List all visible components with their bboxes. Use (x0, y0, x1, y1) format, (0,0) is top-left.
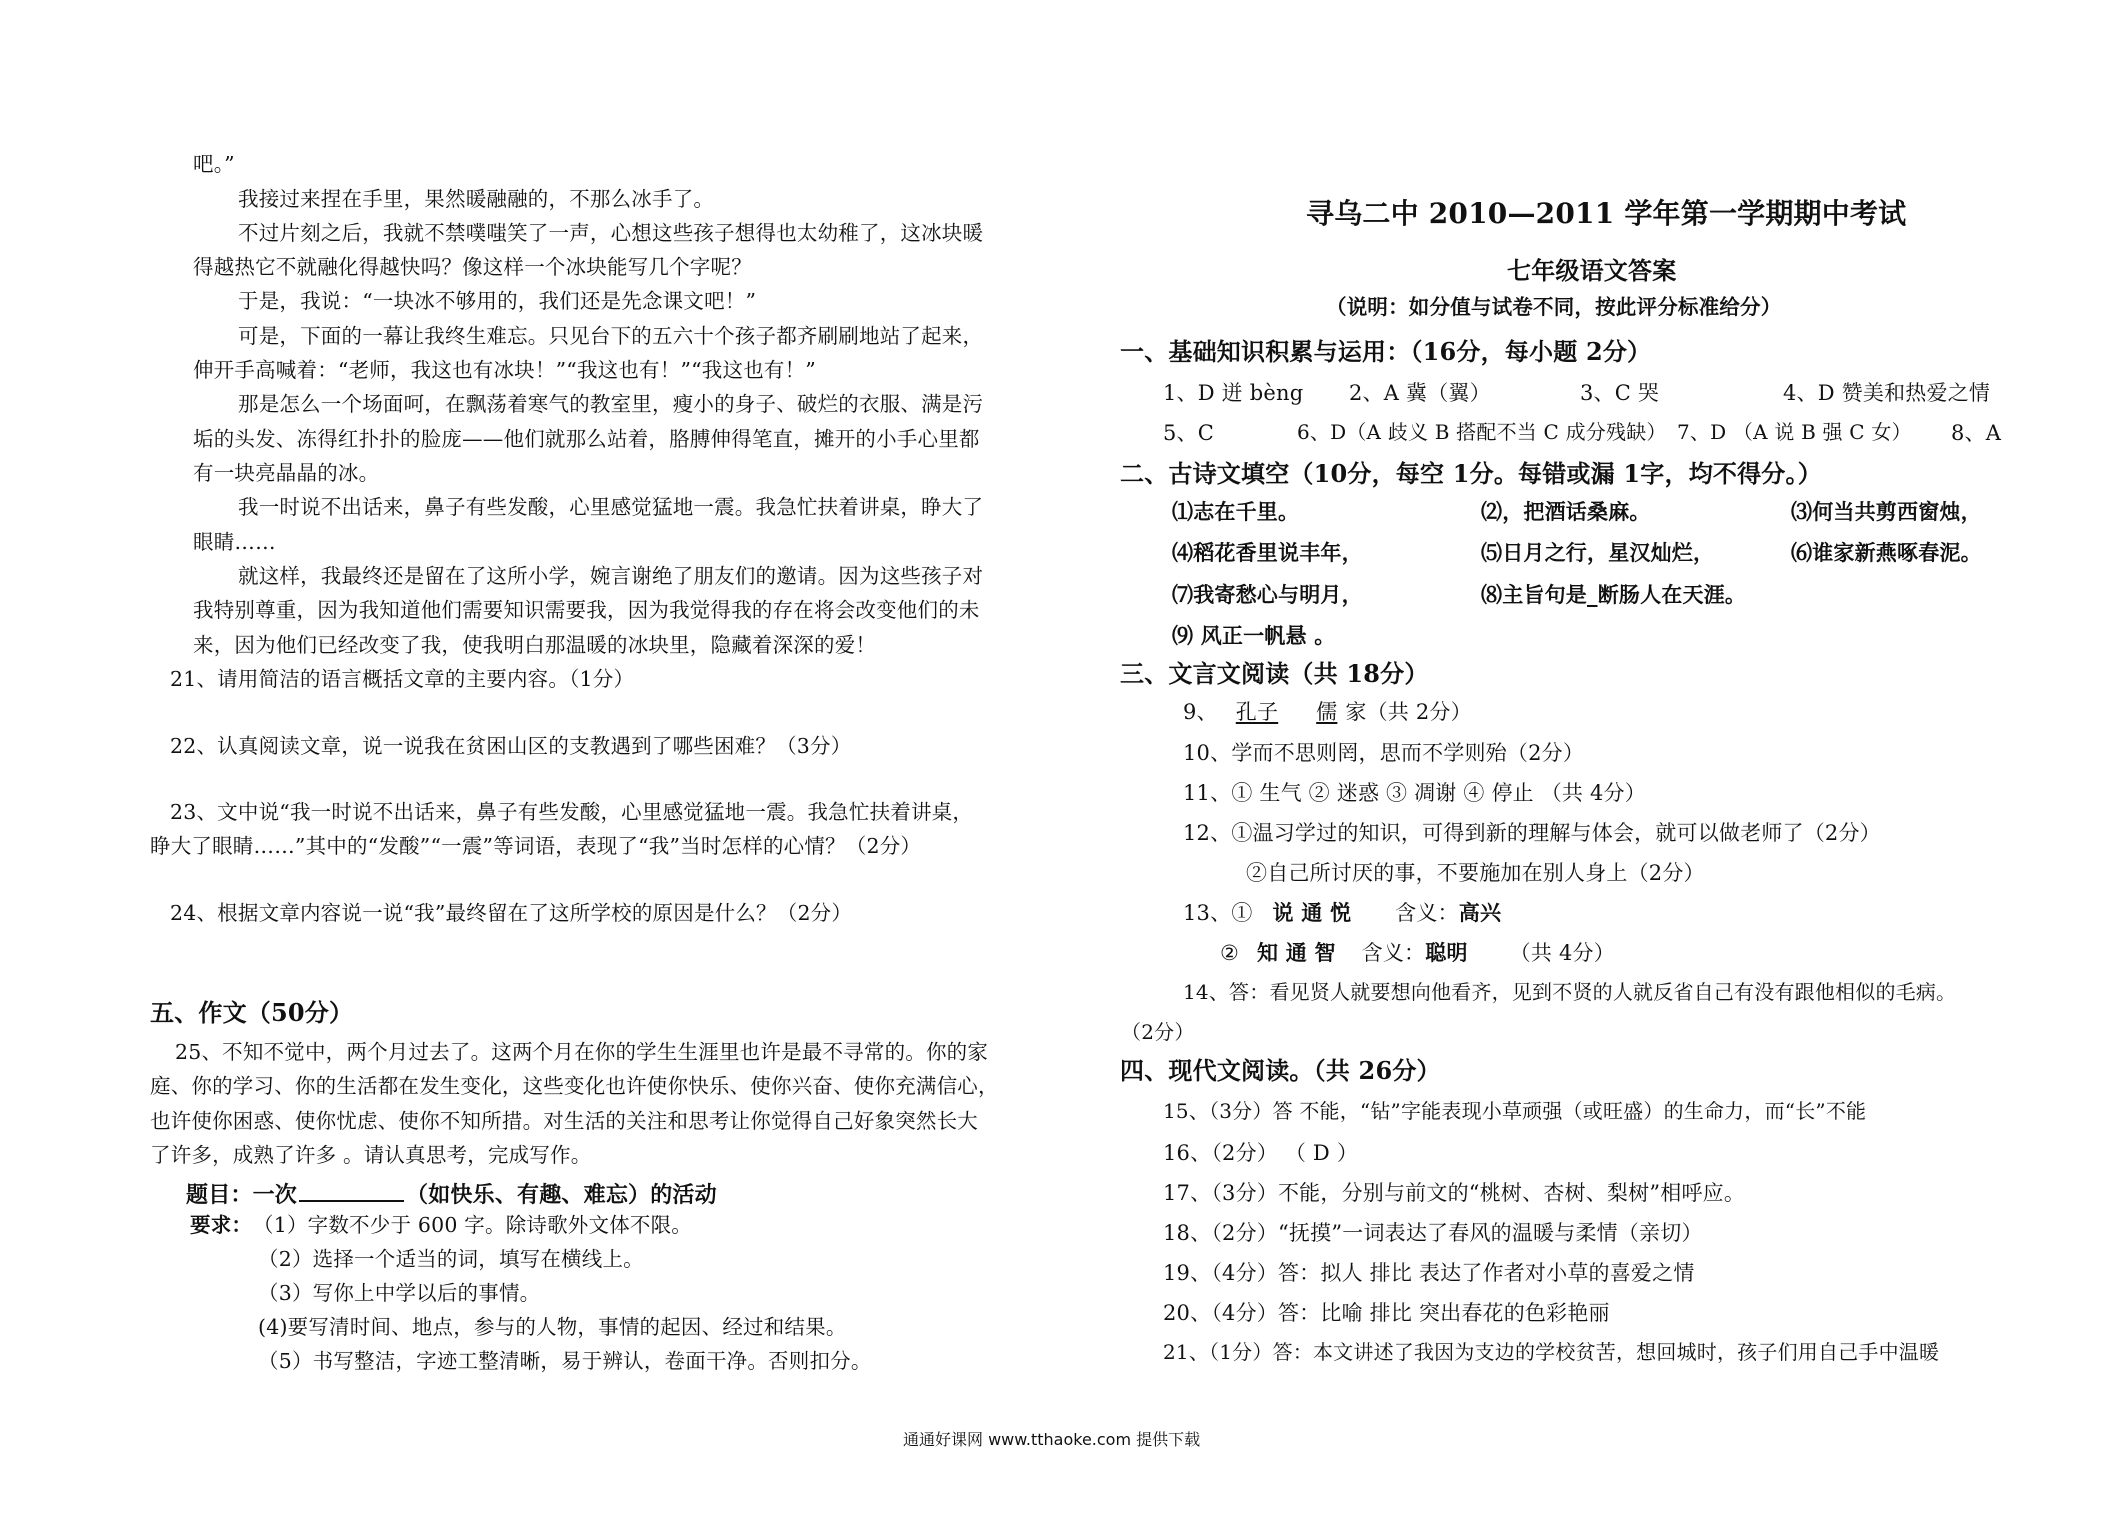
q13-part-1-word: 说 通 悦 (1272, 900, 1352, 925)
modern-answer-18: 18、（2分）“抚摸”一词表达了春风的温暖与柔情（亲切） (1163, 1221, 1703, 1245)
story-line-5: 于是，我说：“一块冰不够用的，我们还是先念课文吧！” (238, 289, 757, 313)
question-21: 21、请用简洁的语言概括文章的主要内容。（1分） (170, 667, 635, 691)
story-line-15: 来，因为他们已经改变了我，使我明白那温暖的冰块里，隐藏着深深的爱！ (193, 633, 877, 657)
q9-answer-ru: 儒 (1316, 700, 1338, 724)
story-line-6: 可是，下面的一幕让我终生难忘。只见台下的五六十个孩子都齐刷刷地站了起来， (238, 324, 984, 348)
story-line-14: 我特别尊重，因为我知道他们需要知识需要我，因为我觉得我的存在将会改变他们的未 (193, 598, 980, 622)
story-line-10: 有一块亮晶晶的冰。 (193, 461, 380, 485)
basic-answer-5: 5、C (1163, 421, 1215, 445)
modern-answer-21: 21、（1分）答：本文讲述了我因为支边的学校贫苦，想回城时，孩子们用自己手中温暖 (1163, 1340, 1940, 1364)
poetry-answer-4: ⑷稻花香里说丰年， (1172, 540, 1363, 565)
composition-prompt-line-4: 了许多，成熟了许多 。请认真思考，完成写作。 (150, 1143, 592, 1167)
poetry-answer-9: ⑼ 风正一帆悬 。 (1172, 623, 1336, 648)
story-line-9: 垢的头发、冻得红扑扑的脸庞——他们就那么站着，胳膊伸得笔直，摊开的小手心里都 (193, 427, 980, 451)
composition-prompt-line-3: 也许使你困惑、使你忧虑、使你不知所措。对生活的关注和思考让你觉得自己好象突然长大 (150, 1109, 978, 1133)
classical-answer-14: 14、答：看见贤人就要想向他看齐，见到不贤的人就反省自己有没有跟他相似的毛病。 (1183, 980, 1957, 1004)
poetry-answer-5: ⑸日月之行，星汉灿烂， (1481, 540, 1715, 565)
section-poetry-title: 二、古诗文填空（10分，每空 1分。每错或漏 1字，均不得分。） (1120, 459, 1822, 488)
poetry-answer-6: ⑹谁家新燕啄春泥。 (1791, 540, 1982, 565)
modern-answer-20: 20、（4分）答：比喻 排比 突出春花的色彩艳丽 (1163, 1301, 1610, 1325)
basic-answer-3: 3、C 哭 (1580, 381, 1660, 405)
story-line-13: 就这样，我最终还是留在了这所小学，婉言谢绝了朋友们的邀请。因为这些孩子对 (238, 564, 984, 588)
requirement-1: （1）字数不少于 600 字。除诗歌外文体不限。 (253, 1213, 693, 1237)
topic-blank-line (299, 1180, 404, 1202)
q9-answer-school: 家（共 2分） (1345, 700, 1472, 724)
poetry-answer-8: ⑻主旨句是_断肠人在天涯。 (1481, 582, 1747, 607)
q13-part-2-word: 知 通 智 (1257, 940, 1336, 965)
composition-topic (186, 1180, 717, 1208)
modern-answer-17: 17、（3分）不能，分别与前文的“桃树、杏树、梨树”相呼应。 (1163, 1181, 1746, 1205)
question-23-line-2: 睁大了眼睛……”其中的“发酸”“一震”等词语，表现了“我”当时怎样的心情？（2分） (150, 834, 922, 858)
right-column (1063, 0, 2126, 1536)
q13-part-1-meaning-label: 含义： (1395, 901, 1459, 925)
section-modern-title: 四、现代文阅读。（共 26分） (1120, 1056, 1441, 1085)
classical-answer-12-part-2: ②自己所讨厌的事，不要施加在别人身上（2分） (1246, 861, 1705, 885)
story-line-7: 伸开手高喊着：“老师，我这也有冰块！”“我这也有！”“我这也有！” (193, 358, 816, 382)
composition-prompt-line-2: 庭、你的学习、你的生活都在发生变化，这些变化也许使你快乐、使你兴奋、使你充满信心， (150, 1074, 999, 1098)
basic-answer-8: 8、A (1951, 421, 2002, 445)
question-22: 22、认真阅读文章，说一说我在贫困山区的支教遇到了哪些困难？（3分） (170, 734, 852, 758)
composition-section-title: 五、作文（50分） (150, 998, 354, 1027)
story-line-3: 不过片刻之后，我就不禁噗嗤笑了一声，心想这些孩子想得也太幼稚了，这冰块暖 (238, 221, 984, 245)
poetry-answer-7: ⑺我寄愁心与明月， (1172, 582, 1363, 607)
download-footer: 通通好课网 www.tthaoke.com 提供下载 (903, 1430, 1201, 1449)
basic-answer-4: 4、D 赞美和热爱之情 (1783, 381, 1991, 405)
q9-number: 9、 (1183, 700, 1218, 724)
classical-answer-13-part-2 (1220, 941, 1615, 965)
composition-topic-suffix: （如快乐、有趣、难忘）的活动 (406, 1182, 717, 1208)
requirements-label: 要求： (190, 1213, 253, 1237)
section-basic-title: 一、基础知识积累与运用：（16分，每小题 2分） (1120, 337, 1652, 366)
answer-title: 寻乌二中 2010—2011 学年第一学期期中考试 (1306, 197, 1907, 230)
story-line-2: 我接过来捏在手里，果然暖融融的，不那么冰手了。 (238, 187, 715, 211)
q9-answer-kongzi: 孔子 (1235, 700, 1279, 724)
modern-answer-19: 19、（4分）答：拟人 排比 表达了作者对小草的喜爱之情 (1163, 1261, 1695, 1285)
composition-topic-prefix: 题目：一次 (186, 1182, 298, 1208)
requirement-2: （2）选择一个适当的词，填写在横线上。 (258, 1247, 644, 1271)
requirement-4: (4)要写清时间、地点，参与的人物，事情的起因、经过和结果。 (258, 1315, 847, 1339)
modern-answer-15: 15、（3分）答 不能，“钻”字能表现小草顽强（或旺盛）的生命力，而“长”不能 (1163, 1099, 1867, 1123)
classical-answer-13-part-1 (1183, 901, 1501, 925)
requirement-3: （3）写你上中学以后的事情。 (258, 1281, 541, 1305)
classical-answer-11: 11、① 生气 ② 迷惑 ③ 凋谢 ④ 停止 （共 4分） (1183, 781, 1646, 805)
q13-part-2-number: ② (1220, 941, 1240, 965)
poetry-answer-3: ⑶何当共剪西窗烛， (1791, 499, 1982, 524)
q13-part-2-meaning-label: 含义： (1361, 941, 1426, 965)
story-line-1: 吧。” (193, 152, 235, 176)
q13-part-2-meaning: 聪明 (1425, 940, 1468, 965)
poetry-answer-2: ⑵，把酒话桑麻。 (1481, 499, 1651, 524)
classical-answer-9 (1183, 700, 1472, 724)
story-line-11: 我一时说不出话来，鼻子有些发酸，心里感觉猛地一震。我急忙扶着讲桌，睁大了 (238, 495, 984, 519)
answer-subtitle: 七年级语文答案 (1507, 256, 1677, 285)
question-23-line-1: 23、文中说“我一时说不出话来，鼻子有些发酸，心里感觉猛地一震。我急忙扶着讲桌， (170, 800, 974, 824)
basic-answer-1: 1、D 迸 bèng (1163, 381, 1304, 405)
scoring-note: （说明：如分值与试卷不同，按此评分标准给分） (1326, 295, 1782, 319)
classical-answer-14-score: （2分） (1121, 1020, 1195, 1044)
basic-answer-6: 6、D（A 歧义 B 搭配不当 C 成分残缺） (1297, 420, 1667, 444)
poetry-answer-1: ⑴志在千里。 (1172, 499, 1300, 524)
composition-prompt-line-1: 25、不知不觉中，两个月过去了。这两个月在你的学生生涯里也许是最不寻常的。你的家 (175, 1040, 989, 1064)
classical-answer-12-part-1: 12、①温习学过的知识，可得到新的理解与体会，就可以做老师了（2分） (1183, 821, 1881, 845)
basic-answer-2: 2、A 冀（翼） (1349, 381, 1491, 405)
story-line-4: 得越热它不就融化得越快吗？像这样一个冰块能写几个字呢？ (193, 255, 752, 279)
basic-answer-7: 7、D （A 说 B 强 C 女） (1677, 420, 1912, 444)
requirement-5: （5）书写整洁，字迹工整清晰，易于辨认，卷面干净。否则扣分。 (258, 1349, 872, 1373)
classical-answer-10: 10、学而不思则罔，思而不学则殆（2分） (1183, 741, 1585, 765)
story-line-8: 那是怎么一个场面呵，在飘荡着寒气的教室里，瘦小的身子、破烂的衣服、满是污 (238, 392, 984, 416)
question-24: 24、根据文章内容说一说“我”最终留在了这所学校的原因是什么？（2分） (170, 901, 853, 925)
modern-answer-16: 16、（2分） （ D ） (1163, 1141, 1359, 1165)
section-classical-title: 三、文言文阅读（共 18分） (1120, 659, 1429, 688)
story-line-12: 眼睛…… (193, 530, 276, 554)
q13-part-1-meaning: 高兴 (1458, 900, 1502, 925)
q13-part-1-number: 13、① (1183, 901, 1253, 925)
q13-part-2-score: （共 4分） (1509, 941, 1615, 965)
